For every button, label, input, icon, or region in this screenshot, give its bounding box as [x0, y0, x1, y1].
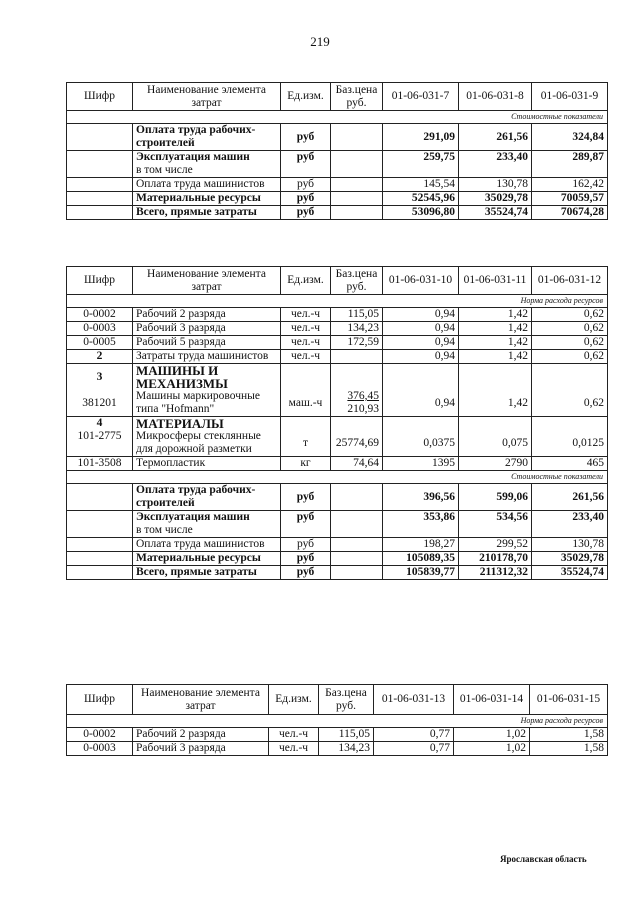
cost-row	[67, 538, 608, 552]
row-value: 1,42	[459, 322, 532, 336]
row-value: 52545,96	[383, 192, 459, 206]
row-value: 233,40	[532, 511, 608, 525]
row-code: 2	[67, 350, 133, 364]
row-value: 1395	[383, 457, 459, 471]
row-value: 105089,35	[383, 552, 459, 566]
row-value: 0,94	[383, 322, 459, 336]
row-unit: чел.-ч	[281, 322, 331, 336]
row-value: 70059,57	[532, 192, 608, 206]
header-name: Наименование элемента затрат	[133, 83, 281, 111]
header-price: Баз.цена руб.	[331, 267, 383, 295]
section-title: МАШИНЫ И МЕХАНИЗМЫ	[133, 364, 281, 391]
table-row	[67, 350, 608, 364]
row-unit	[281, 524, 331, 538]
cost-row	[67, 566, 608, 580]
row-code: 101-2775	[67, 430, 133, 457]
row-unit: руб	[281, 151, 331, 165]
row-value: 0,62	[532, 390, 608, 417]
cost-row	[67, 192, 608, 206]
header-col-2: 01-06-031-14	[454, 685, 530, 715]
row-value: 53096,80	[383, 206, 459, 220]
row-name: в том числе	[133, 164, 281, 178]
row-code: 0-0003	[67, 322, 133, 336]
region-footer: Ярославская область	[500, 854, 587, 864]
row-name: Эксплуатация машин	[133, 151, 281, 165]
row-value: 289,87	[532, 151, 608, 165]
row-value: 465	[532, 457, 608, 471]
row-value: 0,62	[532, 322, 608, 336]
header-unit: Ед.изм.	[281, 267, 331, 295]
row-unit: чел.-ч	[269, 742, 319, 756]
row-price: 74,64	[331, 457, 383, 471]
row-value: 1,42	[459, 308, 532, 322]
row-value: 1,02	[454, 742, 530, 756]
cost-row	[67, 552, 608, 566]
row-value: 0,0375	[383, 430, 459, 457]
row-value: 35029,78	[459, 192, 532, 206]
row-value	[383, 164, 459, 178]
cost-row	[67, 178, 608, 192]
row-value	[383, 524, 459, 538]
row-name: Машины маркировочные типа "Hofmann"	[133, 390, 281, 417]
row-value: 1,42	[459, 390, 532, 417]
row-code: 0-0003	[67, 742, 133, 756]
row-name: Материальные ресурсы	[133, 192, 281, 206]
cost-row	[67, 524, 608, 538]
row-value: 70674,28	[532, 206, 608, 220]
row-value	[532, 164, 608, 178]
row-unit: маш.-ч	[281, 390, 331, 417]
row-value: 105839,77	[383, 566, 459, 580]
row-value: 35029,78	[532, 552, 608, 566]
row-value: 0,94	[383, 336, 459, 350]
row-value: 0,94	[383, 308, 459, 322]
row-unit: руб	[281, 206, 331, 220]
table-row	[67, 308, 608, 322]
row-name: Оплата труда рабочих-строителей	[133, 124, 281, 151]
row-value: 0,0125	[532, 430, 608, 457]
header-code: Шифр	[67, 685, 133, 715]
page-number: 219	[310, 34, 330, 49]
row-name: Всего, прямые затраты	[133, 566, 281, 580]
row-value	[532, 524, 608, 538]
row-price-main: 376,45	[347, 390, 379, 402]
row-unit: руб	[281, 552, 331, 566]
row-value: 324,84	[532, 124, 608, 151]
row-value: 233,40	[459, 151, 532, 165]
cost-row	[67, 124, 608, 151]
row-unit: руб	[281, 484, 331, 511]
header-unit: Ед.изм.	[269, 685, 319, 715]
table-row	[67, 336, 608, 350]
table-header-row	[67, 267, 608, 295]
row-value: 0,94	[383, 350, 459, 364]
row-name: Оплата труда машинистов	[133, 178, 281, 192]
cost-row	[67, 206, 608, 220]
row-unit: т	[281, 430, 331, 457]
section-title: МАТЕРИАЛЫ	[133, 417, 281, 431]
table-header-row	[67, 685, 608, 715]
row-name: Всего, прямые затраты	[133, 206, 281, 220]
table-row	[67, 322, 608, 336]
section-row	[67, 364, 608, 391]
header-col-2: 01-06-031-11	[459, 267, 532, 295]
row-code: 0-0002	[67, 728, 133, 742]
row-value: 198,27	[383, 538, 459, 552]
cost-table-2	[66, 266, 608, 580]
section-code: 3	[67, 364, 133, 391]
header-col-1: 01-06-031-13	[374, 685, 454, 715]
row-value: 259,75	[383, 151, 459, 165]
row-value: 35524,74	[532, 566, 608, 580]
row-name: Затраты труда машинистов	[133, 350, 281, 364]
header-name: Наименование элемента затрат	[133, 685, 269, 715]
row-price: 115,05	[319, 728, 374, 742]
cost-table-3	[66, 684, 608, 756]
header-code: Шифр	[67, 83, 133, 111]
row-name: Рабочий 2 разряда	[133, 308, 281, 322]
section-row	[67, 417, 608, 431]
row-name: Оплата труда машинистов	[133, 538, 281, 552]
row-value: 0,62	[532, 350, 608, 364]
row-price-secondary: 210,93	[347, 403, 379, 415]
row-name: Оплата труда рабочих-строителей	[133, 484, 281, 511]
header-col-3: 01-06-031-15	[530, 685, 608, 715]
row-code: 0-0005	[67, 336, 133, 350]
row-price: 134,23	[331, 322, 383, 336]
row-name: Рабочий 3 разряда	[133, 322, 281, 336]
table-row	[67, 430, 608, 457]
row-name: Термопластик	[133, 457, 281, 471]
row-name: Рабочий 2 разряда	[133, 728, 269, 742]
row-value: 130,78	[532, 538, 608, 552]
row-unit: кг	[281, 457, 331, 471]
row-name: в том числе	[133, 524, 281, 538]
header-unit: Ед.изм.	[281, 83, 331, 111]
row-value: 0,94	[383, 390, 459, 417]
row-value: 291,09	[383, 124, 459, 151]
row-value: 1,42	[459, 350, 532, 364]
subheader: Норма расхода ресурсов	[67, 715, 608, 728]
table-row	[67, 728, 608, 742]
row-value: 1,58	[530, 728, 608, 742]
row-unit: чел.-ч	[281, 350, 331, 364]
row-value: 0,075	[459, 430, 532, 457]
row-value	[459, 164, 532, 178]
header-price: Баз.цена руб.	[331, 83, 383, 111]
row-code: 101-3508	[67, 457, 133, 471]
subheader: Стоимостные показатели	[67, 471, 608, 484]
row-value: 261,56	[459, 124, 532, 151]
row-value: 261,56	[532, 484, 608, 511]
row-value: 210178,70	[459, 552, 532, 566]
row-value: 130,78	[459, 178, 532, 192]
table-header-row	[67, 83, 608, 111]
header-col-1: 01-06-031-10	[383, 267, 459, 295]
row-unit: чел.-ч	[281, 336, 331, 350]
cost-row	[67, 484, 608, 511]
row-value: 299,52	[459, 538, 532, 552]
header-price: Баз.цена руб.	[319, 685, 374, 715]
cost-row	[67, 151, 608, 165]
row-value: 1,42	[459, 336, 532, 350]
row-value: 0,62	[532, 308, 608, 322]
table-row	[67, 742, 608, 756]
row-value: 0,77	[374, 728, 454, 742]
header-col-3: 01-06-031-9	[532, 83, 608, 111]
row-value: 353,86	[383, 511, 459, 525]
row-value: 145,54	[383, 178, 459, 192]
row-unit: чел.-ч	[281, 308, 331, 322]
row-value: 35524,74	[459, 206, 532, 220]
row-code: 381201	[67, 390, 133, 417]
row-unit: руб	[281, 511, 331, 525]
row-value: 162,42	[532, 178, 608, 192]
row-name: Материальные ресурсы	[133, 552, 281, 566]
row-unit: чел.-ч	[269, 728, 319, 742]
row-unit: руб	[281, 538, 331, 552]
row-price	[331, 390, 383, 417]
row-value: 211312,32	[459, 566, 532, 580]
row-unit: руб	[281, 178, 331, 192]
subheader: Стоимостные показатели	[67, 111, 608, 124]
row-name: Микросферы стеклянные для дорожной разметки	[133, 430, 281, 457]
subheader: Норма расхода ресурсов	[67, 295, 608, 308]
table-row	[67, 390, 608, 417]
cost-row	[67, 511, 608, 525]
row-unit: руб	[281, 124, 331, 151]
header-name: Наименование элемента затрат	[133, 267, 281, 295]
section-code: 4	[67, 417, 133, 431]
row-code: 0-0002	[67, 308, 133, 322]
row-unit: руб	[281, 192, 331, 206]
row-price: 25774,69	[331, 430, 383, 457]
table-row	[67, 457, 608, 471]
row-value: 2790	[459, 457, 532, 471]
header-col-3: 01-06-031-12	[532, 267, 608, 295]
row-value: 534,56	[459, 511, 532, 525]
header-col-2: 01-06-031-8	[459, 83, 532, 111]
row-value: 1,02	[454, 728, 530, 742]
header-col-1: 01-06-031-7	[383, 83, 459, 111]
row-price: 172,59	[331, 336, 383, 350]
row-name: Рабочий 5 разряда	[133, 336, 281, 350]
row-value: 396,56	[383, 484, 459, 511]
row-price: 134,23	[319, 742, 374, 756]
row-price: 115,05	[331, 308, 383, 322]
row-value: 0,77	[374, 742, 454, 756]
header-code: Шифр	[67, 267, 133, 295]
cost-table-1	[66, 82, 608, 220]
row-value: 1,58	[530, 742, 608, 756]
cost-row	[67, 164, 608, 178]
row-value: 599,06	[459, 484, 532, 511]
row-unit: руб	[281, 566, 331, 580]
row-name: Эксплуатация машин	[133, 511, 281, 525]
row-unit	[281, 164, 331, 178]
row-value: 0,62	[532, 336, 608, 350]
row-value	[459, 524, 532, 538]
row-name: Рабочий 3 разряда	[133, 742, 269, 756]
